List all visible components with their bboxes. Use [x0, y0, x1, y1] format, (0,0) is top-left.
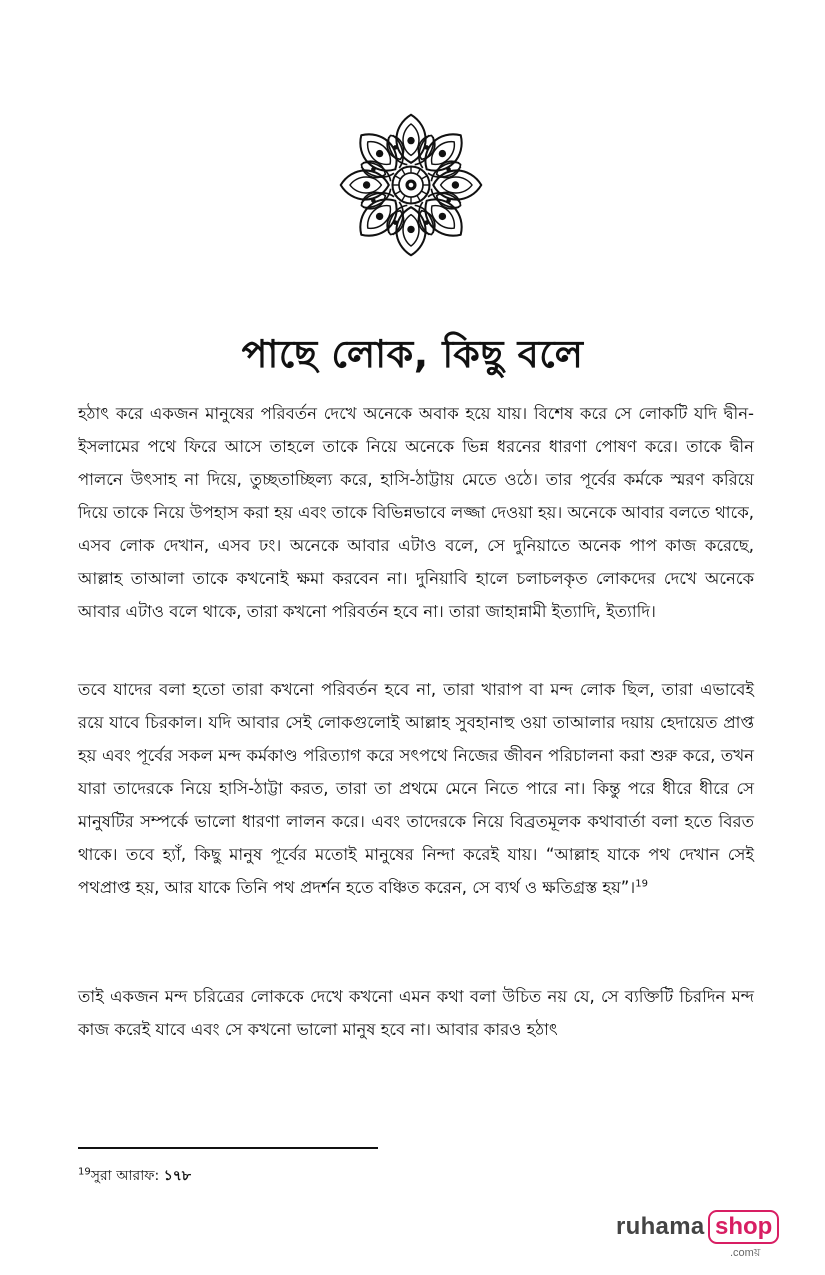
chapter-title: পাছে লোক, কিছু বলে — [241, 332, 584, 377]
paragraph-3: তাই একজন মন্দ চরিত্রের লোককে দেখে কখনো এমন কথা বলা উচিত নয় যে, সে ব্যক্তিটি চিরদিন মন্দ কাজ করেই যাবে এবং সে কখনো ভালো মানুষ হবে না। আবার কারও হঠাৎ — [78, 987, 754, 1039]
footnote-ref[interactable]: 19 — [635, 878, 648, 890]
logo-ruhama-text: ruhama — [616, 1213, 705, 1240]
footnote-divider — [78, 1147, 378, 1149]
footnote-text: সুরা আরাফ: — [90, 1168, 164, 1184]
footnote — [78, 1164, 191, 1188]
paragraph-2-text: তবে যাদের বলা হতো তারা কখনো পরিবর্তন হবে না, তারা খারাপ বা মন্দ লোক ছিল, তারা এভাবেই রয়ে যাবে চিরকাল। যদি আবার সেই লোকগুলোই আল্লাহ সুবহানাহু ওয়া তাআলার দয়ায় হেদায়েত প্রাপ্ত হয় এবং পূর্বের সকল মন্দ কর্মকাণ্ড পরিত্যাগ করে সৎপথে নিজের জীবন পরিচালনা করা শুরু করে, তখন যারা তাদেরকে নিয়ে হাসি-ঠাট্টা করত, তারা তা প্রথমে মেনে নিতে পারে না। কিন্তু পরে ধীরে ধীরে সে মানুষটির সম্পর্কে ভালো ধারণা লালন করে। এবং তাদেরকে নিয়ে বিব্রতমূলক কথাবার্তা বলা হতে বিরত থাকে। তবে হ্যাঁ, কিছু মানুষ পূর্বের মতোই মানুষের নিন্দা করেই যায়। “আল্লাহ যাকে পথ দেখান সেই পথপ্রাপ্ত হয়, আর যাকে তিনি পথ প্রদর্শন হতে বঞ্চিত করেন, সে ব্যর্থ ও ক্ষতিগ্রস্ত হয়”। — [78, 680, 754, 897]
paragraph-2 — [78, 673, 754, 904]
ruhamashop-logo — [616, 1207, 786, 1259]
logo-com-text: .comয় — [730, 1247, 761, 1259]
footnote-number: 19 — [78, 1166, 91, 1178]
logo-shop-text: shop — [708, 1210, 779, 1244]
footnote-verse: ১৭৮ — [163, 1168, 191, 1184]
paragraph-1: হঠাৎ করে একজন মানুষের পরিবর্তন দেখে অনেকে অবাক হয়ে যায়। বিশেষ করে সে লোকটি যদি দ্বীন-ইসলামের পথে ফিরে আসে তাহলে তাকে নিয়ে অনেকে ভিন্ন ধরনের ধারণা পোষণ করে। তাকে দ্বীন পালনে উৎসাহ না দিয়ে, তুচ্ছতাচ্ছিল্য করে, হাসি-ঠাট্টায় মেতে ওঠে। তার পূর্বের কর্মকে স্মরণ করিয়ে দিয়ে তাকে নিয়ে উপহাস করা হয় এবং তাকে বিভিন্নভাবে লজ্জা দেওয়া হয়। অনেকে আবার বলতে থাকে, এসব লোক দেখান, এসব ঢং। অনেকে আবার এটাও বলে, সে দুনিয়াতে অনেক পাপ কাজ করেছে, আল্লাহ তাআলা তাকে কখনোই ক্ষমা করবেন না। দুনিয়াবি হালে চলাচলকৃত লোকদের দেখে অনেকে আবার এটাও বলে থাকে, তারা কখনো পরিবর্তন হবে না। তারা জাহান্নামী ইত্যাদি, ইত্যাদি। — [78, 404, 754, 621]
mandala-ornament — [337, 108, 485, 262]
